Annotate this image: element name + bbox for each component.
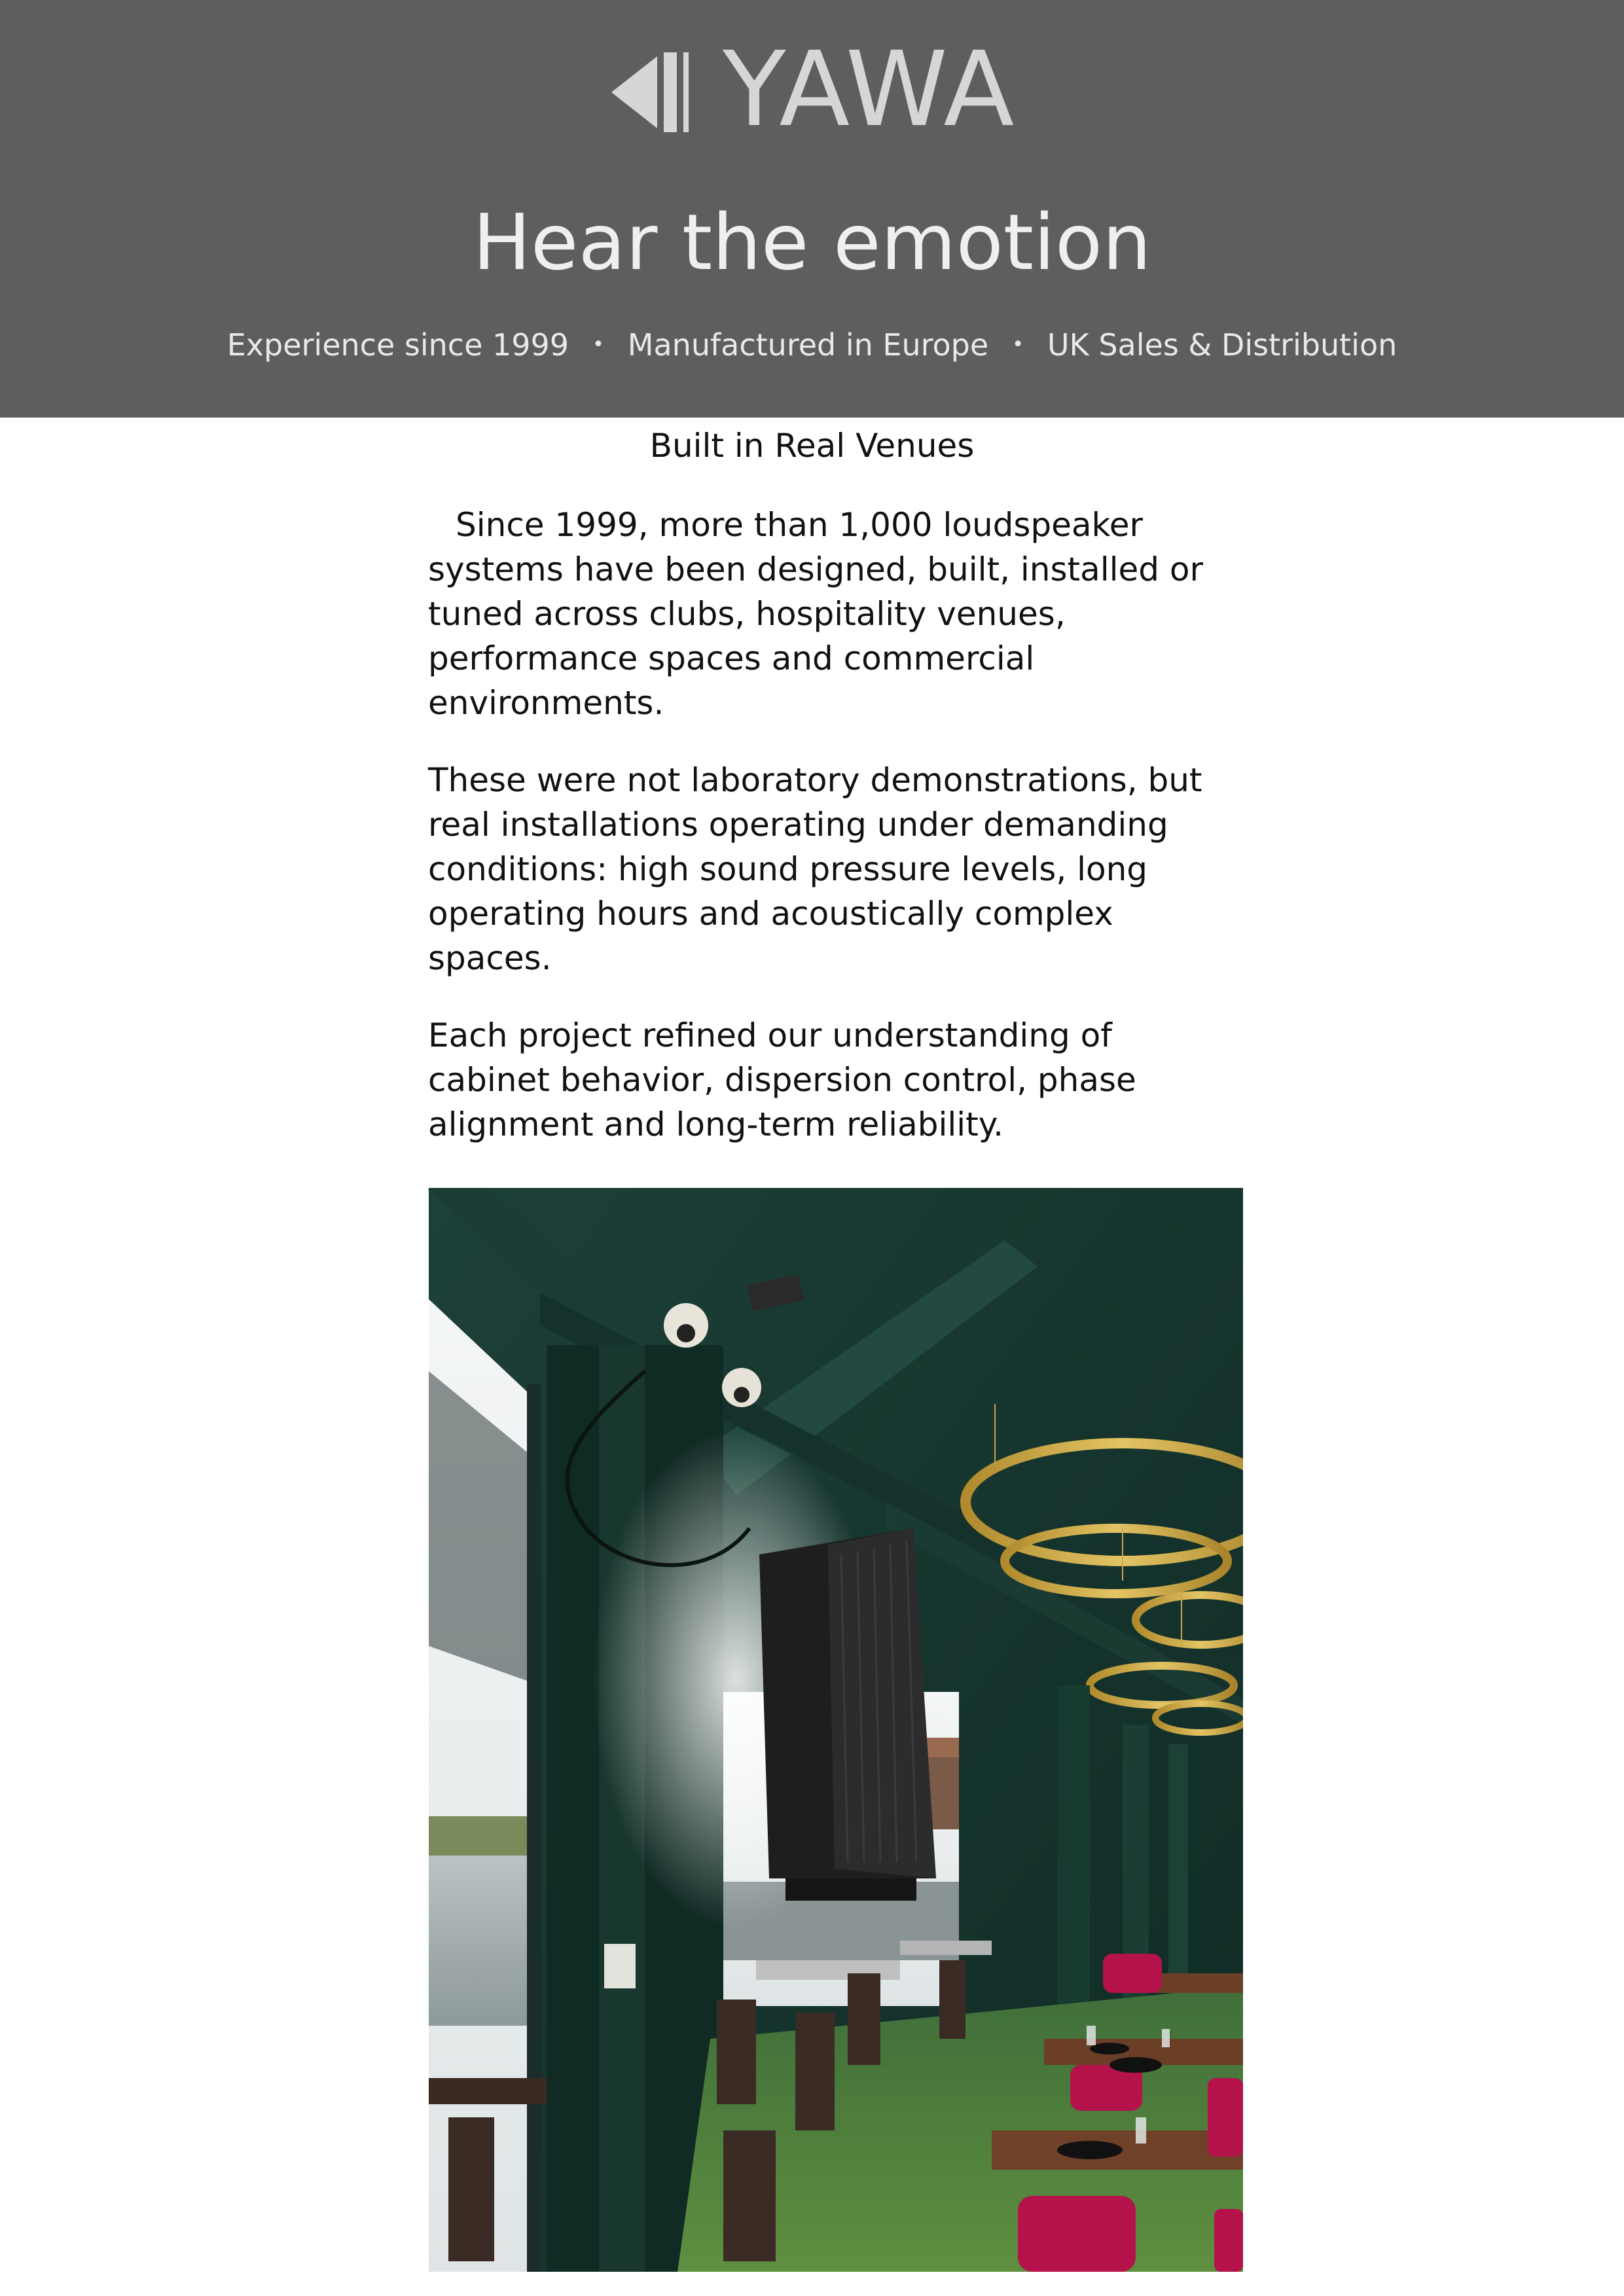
feature-distribution: UK Sales & Distribution bbox=[1047, 327, 1398, 363]
venue-photo-illustration bbox=[429, 1188, 1243, 2272]
venue-photo bbox=[429, 1188, 1243, 2272]
header-banner bbox=[0, 0, 1624, 418]
feature-separator: • bbox=[1012, 333, 1024, 356]
tagline: Hear the emotion bbox=[473, 197, 1151, 287]
speaker-wedge-logo-icon bbox=[611, 52, 698, 132]
feature-separator: • bbox=[592, 333, 604, 356]
paragraph-2: These were not laboratory demonstrations, but real installations operating under demanding conditions: high sound pressure levels, long operating hours and acoustically complex spaces. bbox=[428, 761, 1202, 977]
paragraph-3: Each project refined our understanding of cabinet behavior, dispersion control, phase alignment and long-term reliability. bbox=[428, 1016, 1136, 1143]
brand-logo[interactable] bbox=[611, 29, 1043, 150]
feature-manufacturing: Manufactured in Europe bbox=[627, 327, 989, 363]
feature-experience: Experience since 1999 bbox=[226, 327, 569, 363]
section-title: Built in Real Venues bbox=[649, 427, 975, 465]
body-text bbox=[428, 503, 1233, 1257]
feature-strip bbox=[0, 327, 1624, 363]
paragraph-1: Since 1999, more than 1,000 loudspeaker systems have been designed, built, installed or tuned across clubs, hospitality venues, performance spaces and commercial environments. bbox=[428, 506, 1204, 722]
brand-wordmark: YAWA bbox=[723, 29, 1016, 150]
